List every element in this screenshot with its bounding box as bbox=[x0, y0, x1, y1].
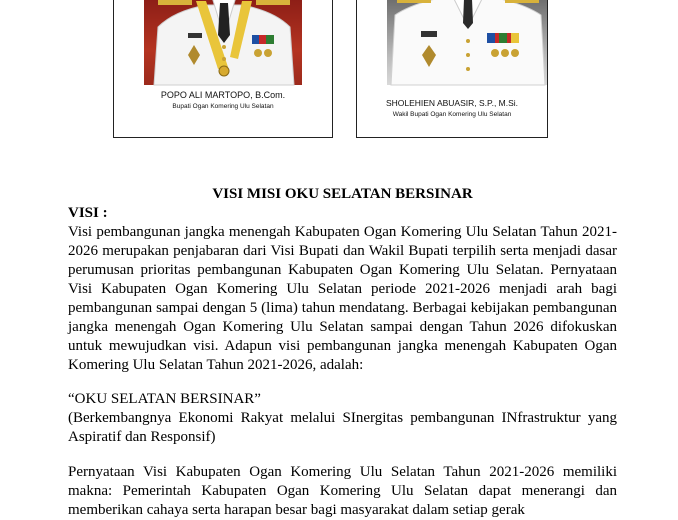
portrait-photo-wakil-bupati bbox=[387, 0, 547, 85]
portrait-name-wakil-bupati: SHOLEHIEN ABUASIR, S.P., M.Si. bbox=[385, 98, 519, 108]
official-uniform-figure bbox=[387, 0, 549, 85]
visi-heading: VISI : bbox=[68, 205, 108, 221]
official-uniform-figure bbox=[144, 0, 304, 85]
document-title: VISI MISI OKU SELATAN BERSINAR bbox=[212, 186, 473, 202]
visi-slogan-expansion: (Berkembangnya Ekonomi Rakyat melalui SInergitas pembangunan INfrastruktur yang Aspiratif dan Responsif) bbox=[68, 410, 617, 445]
portrait-photo-bupati bbox=[144, 0, 302, 85]
visi-slogan: “OKU SELATAN BERSINAR” bbox=[68, 391, 261, 407]
portrait-role-wakil-bupati: Wakil Bupati Ogan Komering Ulu Selatan bbox=[392, 111, 512, 118]
portrait-card-bupati bbox=[113, 0, 333, 138]
portrait-name-bupati: POPO ALI MARTOPO, B.Com. bbox=[160, 90, 286, 100]
visi-paragraph: Visi pembangunan jangka menengah Kabupaten Ogan Komering Ulu Selatan Tahun 2021-2026 merupakan penjabaran dari Visi Bupati dan Wakil Bupati terpilih serta menjadi dasar perumusan prioritas pembangunan Kabupaten Ogan Komering Ulu Selatan. Pernyataan Visi Kabupaten Ogan Komering Ulu Selatan periode 2021-2026 menjadi arah bagi pembangunan sampai dengan 5 (lima) tahun mendatang. Berbagai kebijakan pembangunan jangka menengah Ogan Komering Ulu Selatan sampai dengan Tahun 2026 difokuskan untuk mewujudkan visi. Adapun visi pembangunan jangka menengah Kabupaten Ogan Komering Ulu Selatan Tahun 2021-2026, adalah: bbox=[68, 224, 617, 373]
visi-meaning-paragraph: Pernyataan Visi Kabupaten Ogan Komering Ulu Selatan Tahun 2021-2026 memiliki makna: Pemerintah Kabupaten Ogan Komering Ulu Selatan dapat menerangi dan memberikan cahaya serta harapan besar bagi masyarakat dalam setiap gerak bbox=[68, 464, 617, 518]
portrait-role-bupati: Bupati Ogan Komering Ulu Selatan bbox=[172, 103, 274, 110]
portrait-card-wakil-bupati bbox=[356, 0, 548, 138]
